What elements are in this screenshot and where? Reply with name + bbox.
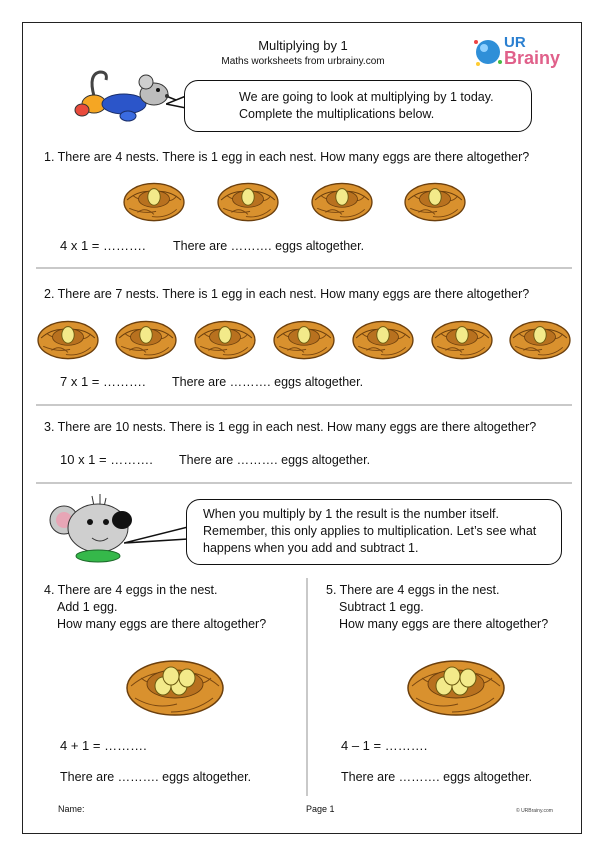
question-4-answer: There are ………. eggs altogether. <box>60 770 252 784</box>
section-divider <box>36 482 572 484</box>
question-5-equation: 4 – 1 = ………. <box>341 738 428 753</box>
column-divider <box>306 578 308 796</box>
question-5-answer: There are ………. eggs altogether. <box>341 770 533 784</box>
nest-with-eggs-icon <box>125 648 225 718</box>
tip-speech-bubble <box>186 499 562 565</box>
nest-icon <box>509 315 571 361</box>
question-3-text: 3. There are 10 nests. There is 1 egg in each nest. How many eggs are there altogether? <box>44 420 537 434</box>
nest-icon <box>123 177 185 223</box>
intro-line-1: We are going to look at multiplying by 1 today. <box>239 90 494 104</box>
question-4-text <box>44 582 266 633</box>
page-title: Multiplying by 1 <box>258 38 348 53</box>
section-divider <box>36 267 572 269</box>
nest-icon <box>194 315 256 361</box>
question-3-answer: There are ………. eggs altogether. <box>179 453 371 467</box>
question-2-text: 2. There are 7 nests. There is 1 egg in each nest. How many eggs are there altogether? <box>44 287 530 301</box>
logo-brainy-text: Brainy <box>504 48 561 68</box>
nest-icon <box>404 177 466 223</box>
nest-icon <box>311 177 373 223</box>
nest-icon <box>115 315 177 361</box>
name-label: Name: <box>58 804 85 814</box>
intro-speech-bubble <box>184 80 532 132</box>
logo-ur-text: UR <box>504 34 526 51</box>
question-5-line-2: Subtract 1 egg. <box>339 600 424 614</box>
question-2-answer: There are ………. eggs altogether. <box>172 375 364 389</box>
question-2-nests <box>37 315 569 361</box>
nest-icon <box>352 315 414 361</box>
question-1-equation: 4 x 1 = ………. <box>60 238 146 253</box>
question-4-line-3: How many eggs are there altogether? <box>57 617 267 631</box>
question-4-line-2: Add 1 egg. <box>57 600 118 614</box>
question-5-line-1: 5. There are 4 eggs in the nest. <box>326 583 500 597</box>
page-subtitle: Maths worksheets from urbrainy.com <box>221 56 385 67</box>
urbrainy-logo <box>470 32 565 72</box>
tip-line-3: happens when you add and subtract 1. <box>203 541 419 555</box>
question-1-text: 1. There are 4 nests. There is 1 egg in each nest. How many eggs are there altogether? <box>44 150 530 164</box>
nest-icon <box>273 315 335 361</box>
intro-line-2: Complete the multiplications below. <box>239 107 435 121</box>
copyright: © URBrainy.com <box>516 808 553 814</box>
question-4-equation: 4 + 1 = ………. <box>60 738 147 753</box>
nest-icon <box>431 315 493 361</box>
bubble-tail-icon <box>124 525 188 549</box>
question-5-text <box>326 582 548 633</box>
nest-icon <box>217 177 279 223</box>
tip-line-1: When you multiply by 1 the result is the number itself. <box>203 507 499 521</box>
tip-line-2: Remember, this only applies to multiplication. Let’s see what <box>203 524 537 538</box>
question-2-equation: 7 x 1 = ………. <box>60 374 146 389</box>
section-divider <box>36 404 572 406</box>
question-5-line-3: How many eggs are there altogether? <box>339 617 549 631</box>
question-3-equation: 10 x 1 = ………. <box>60 452 153 467</box>
nest-icon <box>37 315 99 361</box>
nest-with-eggs-icon <box>406 648 506 718</box>
question-1-nests <box>123 177 473 223</box>
question-4-line-1: 4. There are 4 eggs in the nest. <box>44 583 218 597</box>
page-number: Page 1 <box>306 804 335 814</box>
question-1-answer: There are ………. eggs altogether. <box>173 239 365 253</box>
